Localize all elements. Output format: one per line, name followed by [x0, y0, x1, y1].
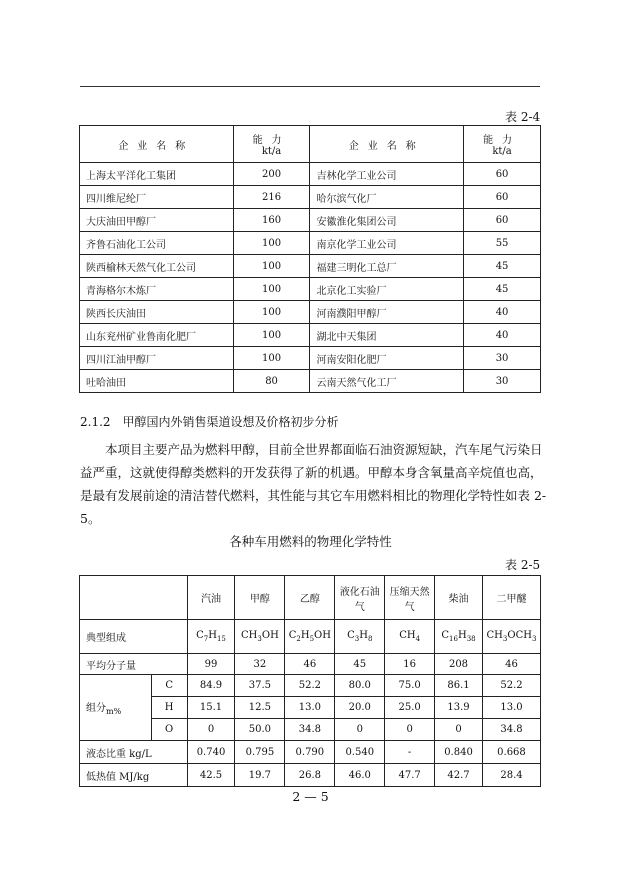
capacity-value: 30	[464, 370, 541, 393]
enterprise-name: 四川江油甲醇厂	[80, 347, 234, 370]
capacity-value: 60	[464, 186, 541, 209]
enterprise-name: 福建三明化工总厂	[310, 255, 464, 278]
capacity-value: 100	[233, 232, 310, 255]
value-cell: 0.540	[335, 741, 385, 764]
value-cell: 26.8	[285, 764, 335, 787]
fuel-header-row	[80, 576, 541, 620]
molecular-weight-row	[80, 654, 541, 675]
value-cell: 47.7	[385, 764, 435, 787]
row-label: 平均分子量	[80, 654, 188, 675]
enterprise-name: 南京化学工业公司	[310, 232, 464, 255]
table-row	[80, 255, 541, 278]
value-cell: 0	[187, 719, 235, 741]
element-label: H	[151, 697, 187, 719]
row-label: 典型组成	[80, 620, 188, 654]
table-2-5	[79, 575, 541, 787]
row-label: 液态比重 kg/L	[80, 741, 188, 764]
enterprise-name: 河南濮阳甲醇厂	[310, 301, 464, 324]
value-cell: 46.0	[335, 764, 385, 787]
enterprise-name: 上海太平洋化工集团	[80, 163, 234, 186]
formula-cell: $C_3H_8$	[335, 620, 385, 654]
formula-cell: $C_2H_5OH$	[285, 620, 335, 654]
capacity-value: 216	[233, 186, 310, 209]
table-row	[80, 278, 541, 301]
value-cell: 19.7	[235, 764, 285, 787]
value-cell: 52.2	[285, 675, 335, 697]
value-cell: 0.790	[285, 741, 335, 764]
header-enterprise-name-right: 企业名称	[310, 126, 464, 163]
element-label: O	[151, 719, 187, 741]
enterprise-name: 哈尔滨气化厂	[310, 186, 464, 209]
enterprise-name: 齐鲁石油化工公司	[80, 232, 234, 255]
value-cell: 16	[385, 654, 435, 675]
enterprise-name: 山东兖州矿业鲁南化肥厂	[80, 324, 234, 347]
value-cell: 34.8	[285, 719, 335, 741]
value-cell: 80.0	[335, 675, 385, 697]
value-cell: -	[385, 741, 435, 764]
capacity-value: 45	[464, 278, 541, 301]
section-paragraph: 本项目主要产品为燃料甲醇，目前全世界都面临石油资源短缺，汽车尾气污染日益严重，这就使得醇类燃料的开发获得了新的机遇。甲醇本身含氧量高辛烷值也高，是最有发展前途的清洁替代燃料，其性能与其它车用燃料相比的物理化学特性如表 2-5。	[80, 442, 547, 526]
table-row	[80, 347, 541, 370]
value-cell: 37.5	[235, 675, 285, 697]
value-cell: 0	[335, 719, 385, 741]
capacity-value: 30	[464, 347, 541, 370]
fuel-header: 甲醇	[235, 576, 285, 620]
capacity-value: 45	[464, 255, 541, 278]
value-cell: 75.0	[385, 675, 435, 697]
value-cell: 46	[482, 654, 540, 675]
fuel-header: 乙醇	[285, 576, 335, 620]
fuel-header: 汽油	[187, 576, 235, 620]
heating-value-row	[80, 764, 541, 787]
value-cell: 20.0	[335, 697, 385, 719]
carbon-row	[80, 675, 541, 697]
value-cell: 42.5	[187, 764, 235, 787]
capacity-value: 40	[464, 324, 541, 347]
composition-label: 组分$_{m\%}$	[80, 675, 152, 741]
enterprise-name: 四川维尼纶厂	[80, 186, 234, 209]
row-label: 低热值 MJ/kg	[80, 764, 188, 787]
value-cell: 25.0	[385, 697, 435, 719]
value-cell: 13.0	[482, 697, 540, 719]
value-cell: 13.0	[285, 697, 335, 719]
enterprise-name: 吐哈油田	[80, 370, 234, 393]
enterprise-name: 云南天然气化工厂	[310, 370, 464, 393]
value-cell: 84.9	[187, 675, 235, 697]
value-cell: 208	[435, 654, 483, 675]
value-cell: 50.0	[235, 719, 285, 741]
fuel-header: 液化石油气	[335, 576, 385, 620]
capacity-value: 200	[233, 163, 310, 186]
value-cell: 28.4	[482, 764, 540, 787]
value-cell: 46	[285, 654, 335, 675]
enterprise-name: 陕西榆林天然气化工公司	[80, 255, 234, 278]
table-2-4-caption: 表 2-4	[505, 110, 541, 124]
table-row	[80, 324, 541, 347]
enterprise-name: 河南安阳化肥厂	[310, 347, 464, 370]
fuel-header: 压缩天然气	[385, 576, 435, 620]
formula-cell: $C_7H_{15}$	[187, 620, 235, 654]
formula-cell: $CH_4$	[385, 620, 435, 654]
section-heading: 2.1.2 甲醇国内外销售渠道设想及价格初步分析	[80, 415, 339, 429]
value-cell: 0.840	[435, 741, 483, 764]
fuel-header: 柴油	[435, 576, 483, 620]
table-row	[80, 370, 541, 393]
value-cell: 32	[235, 654, 285, 675]
table-2-4	[79, 125, 541, 393]
enterprise-name: 大庆油田甲醇厂	[80, 209, 234, 232]
value-cell: 86.1	[435, 675, 483, 697]
enterprise-name: 北京化工实验厂	[310, 278, 464, 301]
table-2-5-caption: 表 2-5	[505, 558, 541, 572]
element-label: C	[151, 675, 187, 697]
header-capacity-left: 能力 kt/a	[233, 126, 310, 163]
value-cell: 0.795	[235, 741, 285, 764]
capacity-value: 100	[233, 278, 310, 301]
enterprise-name: 陕西长庆油田	[80, 301, 234, 324]
capacity-value: 100	[233, 301, 310, 324]
header-capacity-right: 能力 kt/a	[464, 126, 541, 163]
capacity-value: 160	[233, 209, 310, 232]
capacity-value: 60	[464, 163, 541, 186]
table-header-row	[80, 126, 541, 163]
table-row	[80, 163, 541, 186]
formula-cell: $CH_3OCH_3$	[482, 620, 540, 654]
formula-cell: $C_{16}H_{38}$	[435, 620, 483, 654]
corner-cell	[80, 576, 188, 620]
enterprise-name: 安徽淮化集团公司	[310, 209, 464, 232]
capacity-value: 100	[233, 324, 310, 347]
value-cell: 0	[385, 719, 435, 741]
value-cell: 13.9	[435, 697, 483, 719]
enterprise-name: 吉林化学工业公司	[310, 163, 464, 186]
table-row	[80, 301, 541, 324]
density-row	[80, 741, 541, 764]
value-cell: 42.7	[435, 764, 483, 787]
capacity-value: 40	[464, 301, 541, 324]
value-cell: 0.740	[187, 741, 235, 764]
capacity-value: 100	[233, 347, 310, 370]
table-2-5-title: 各种车用燃料的物理化学特性	[229, 534, 392, 549]
capacity-value: 80	[233, 370, 310, 393]
page-number: 2 — 5	[292, 789, 329, 804]
value-cell: 52.2	[482, 675, 540, 697]
value-cell: 0.668	[482, 741, 540, 764]
table-row	[80, 209, 541, 232]
value-cell: 0	[435, 719, 483, 741]
capacity-value: 55	[464, 232, 541, 255]
value-cell: 15.1	[187, 697, 235, 719]
formula-row	[80, 620, 541, 654]
fuel-header: 二甲醚	[482, 576, 540, 620]
value-cell: 99	[187, 654, 235, 675]
value-cell: 45	[335, 654, 385, 675]
value-cell: 34.8	[482, 719, 540, 741]
table-row	[80, 232, 541, 255]
header-rule	[80, 86, 540, 87]
enterprise-name: 青海格尔木炼厂	[80, 278, 234, 301]
header-enterprise-name-left: 企业名称	[80, 126, 234, 163]
table-row	[80, 186, 541, 209]
capacity-value: 60	[464, 209, 541, 232]
value-cell: 12.5	[235, 697, 285, 719]
formula-cell: $CH_3OH$	[235, 620, 285, 654]
capacity-value: 100	[233, 255, 310, 278]
enterprise-name: 湖北中天集团	[310, 324, 464, 347]
